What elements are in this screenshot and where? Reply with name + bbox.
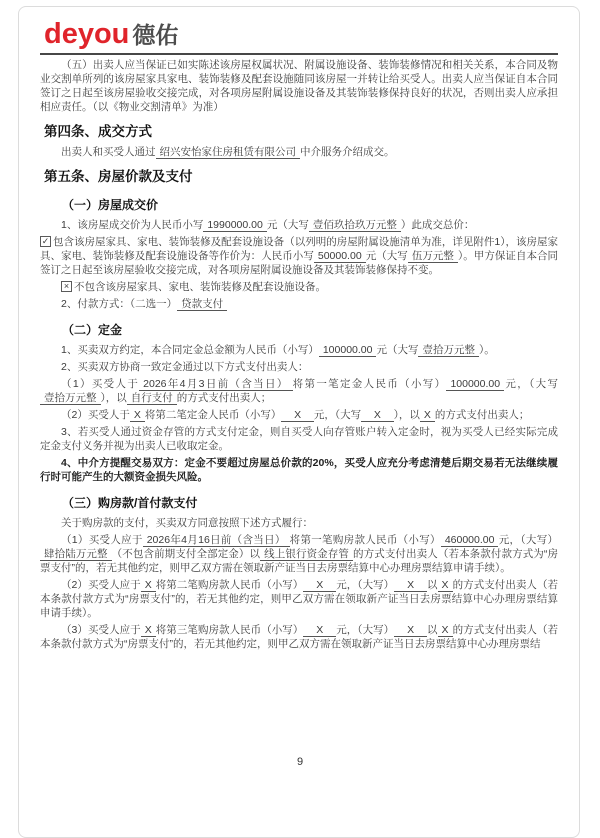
text-run: 中介服务介绍成交。	[300, 146, 395, 158]
text-run: （2）买受人应于	[61, 579, 141, 591]
fill-in-value: 线上银行资金存管	[260, 548, 353, 561]
text-run: 以	[427, 624, 438, 636]
text-run: 元，（大写	[313, 409, 362, 421]
fill-in-value: 壹拾万元整	[418, 344, 479, 357]
deposit-second-payment-paragraph	[40, 408, 558, 422]
text-run: ）。甲方保证自本合同签订之日起至该房屋验收交接完成，对各项房屋附属设施设备及其装饰装修保持不变。	[40, 250, 559, 276]
fill-in-value: 绍兴安怡家住房租赁有限公司	[156, 146, 301, 159]
clause-5-warranty-paragraph	[40, 58, 558, 114]
text-run: （五）出卖人应当保证已如实陈述该房屋权属状况、附属设施设备、装饰装修情况和相关关系，本合同及物业交割单所列的该房屋家具家电、装饰装修及配套设施随同该房屋一并转让给买受人。出卖人应当保证自本合同签订之日起至该房屋验收交接完成，对各项房屋附属设施设备及其装饰装修保持良好的状况，否则出卖人应承担相应责任。（以《物业交割清单》为准）	[40, 59, 558, 113]
text-run: 将第二笔购房款人民币（小写）	[155, 579, 304, 591]
text-run: 的方式支付出卖人；	[434, 409, 530, 421]
fill-in-value: X	[303, 579, 336, 592]
payment-method-paragraph	[40, 297, 558, 311]
page-inner	[19, 7, 579, 651]
fill-in-value: X	[394, 579, 427, 592]
text-run: 第四条、成交方式	[44, 124, 152, 139]
text-run: 1、买卖双方约定，本合同定金总金额为人民币（小写）	[61, 344, 319, 356]
deposit-warning-paragraph	[40, 456, 558, 484]
fill-in-value: X	[394, 624, 427, 637]
fill-in-value: 伍万元整	[408, 250, 458, 263]
page-number: 9	[296, 756, 304, 768]
fill-in-value: 贷款支付	[177, 298, 227, 311]
text-run: 元（大写	[266, 219, 309, 231]
fill-in-value: 460000.00	[441, 534, 499, 547]
text-run: （2）买受人于	[61, 409, 130, 421]
text-run: 元，（大写	[504, 378, 558, 390]
text-run: 的方式支付出卖人（若本条款付款方式为“房票支付”的，若无其他约定，则甲乙双方需在领取新产证当日去房票结算中心办理房票结	[40, 624, 559, 650]
text-run: （1）买受人应于	[61, 534, 143, 546]
checkbox-checked-icon: ✓	[41, 236, 50, 246]
text-run: （不包含前期支付全部定金）以	[111, 548, 261, 560]
text-run: ）此成交总价：	[400, 219, 475, 231]
text-run: 元（大写	[376, 344, 419, 356]
text-run: 将第三笔购房款人民币（小写）	[155, 624, 304, 636]
fill-in-value: 2026年4月16日前（含当日）	[143, 534, 290, 547]
deposit-total-paragraph	[40, 343, 558, 357]
fill-in-value: 肆拾陆万元整	[40, 548, 112, 561]
header-divider	[40, 53, 558, 55]
article-5-heading	[40, 168, 558, 186]
text-run: 4、中介方提醒交易双方：定金不要超过房屋总价款的20%，买受人应充分考虑清楚后期交易若无法继续履行时可能产生的大额资金损失风险。	[40, 457, 558, 483]
fill-in-value: 自行支付	[127, 392, 177, 405]
text-run: 关于购房款的支付，买卖双方同意按照下述方式履行：	[61, 517, 313, 529]
purchase-third-payment-paragraph	[40, 623, 558, 651]
text-run: 元（大写	[365, 250, 408, 262]
total-price-paragraph	[40, 218, 558, 232]
section-1-price-heading	[40, 197, 558, 213]
fill-in-value: X	[361, 409, 394, 422]
contract-body	[40, 58, 558, 651]
downpayment-intro-paragraph	[40, 516, 558, 530]
text-run: （3）买受人应于	[61, 624, 141, 636]
text-run: 将第二笔定金人民币（小写）	[144, 409, 282, 421]
deposit-escrow-paragraph	[40, 425, 558, 453]
text-run: 的方式支付出卖人（若本条款付款方式为“房票支付”的，若无其他约定，则甲乙双方需在领取新产证当日去房票结算中心办理房票结算申请手续）。	[40, 579, 559, 619]
deposit-method-intro-paragraph	[40, 360, 558, 374]
section-3-downpayment-heading	[40, 495, 558, 511]
checkbox-crossed-icon: ×	[61, 281, 72, 292]
agency-intro-paragraph	[40, 145, 558, 159]
fill-in-value: 100000.00	[319, 344, 377, 357]
text-run: （一）房屋成交价	[62, 198, 159, 212]
fill-in-value: X	[141, 579, 156, 592]
text-run: （二）定金	[62, 323, 123, 337]
text-run: （1）买受人于	[61, 378, 140, 390]
fill-in-value: 2026年4月3日前（含当日）	[139, 378, 293, 391]
text-run: 不包含该房屋家具、家电、装饰装修及配套设施设备。	[74, 281, 326, 293]
text-run: ）。	[478, 344, 495, 356]
text-run: 的方式支付出卖人（若本条款付款方式为“房票支付”的，若无其他约定，则甲乙双方需在领取新产证当日去房票结算中心办理房票结算申请手续）。	[40, 548, 559, 574]
section-2-deposit-heading	[40, 322, 558, 338]
deyou-logo-chinese: 德佑	[132, 22, 179, 48]
fill-in-value: 壹佰玖拾玖万元整	[309, 219, 401, 232]
fill-in-value: X	[130, 409, 145, 422]
brand-header	[40, 14, 558, 51]
article-4-heading	[40, 123, 558, 141]
price-excludes-option	[40, 280, 558, 294]
text-run: 第五条、房屋价款及支付	[44, 169, 193, 184]
text-run: 元，（大写）	[336, 579, 395, 591]
purchase-first-payment-paragraph	[40, 533, 558, 575]
text-run: 将第一笔购房款人民币（小写）	[289, 534, 441, 546]
text-run: 以	[427, 579, 438, 591]
text-run: 出卖人和买受人通过	[61, 146, 156, 158]
text-run: ），以	[393, 409, 420, 421]
text-run: 包含该房屋家具、家电、装饰装修及配套设施设备（以列明的房屋附属设施清单为准，详见附件1），该房屋家具、家电、装饰装修及配套设施设备等作价为：人民币小写	[40, 236, 558, 262]
price-includes-option	[40, 235, 558, 277]
text-run: （三）购房款/首付款支付	[62, 496, 198, 510]
fill-in-value: X	[281, 409, 314, 422]
fill-in-value: 100000.00	[446, 378, 504, 391]
text-run: 将第一笔定金人民币（小写）	[292, 378, 447, 390]
fill-in-value: X	[438, 579, 453, 592]
fill-in-value: 壹拾万元整	[40, 392, 101, 405]
fill-in-value: X	[420, 409, 435, 422]
fill-in-value: X	[303, 624, 336, 637]
text-run: 的方式支付出卖人；	[176, 392, 272, 404]
text-run: 2、付款方式：（二选一）	[61, 298, 178, 310]
fill-in-value: X	[141, 624, 156, 637]
text-run: 2、买卖双方协商一致定金通过以下方式支付出卖人：	[61, 361, 309, 373]
text-run: 3、若买受人通过资金存管的方式支付定金，则自买受人向存管账户转入定金时，视为买受人已经实际完成定金支付义务并视为出卖人已收取定金。	[40, 426, 558, 452]
fill-in-value: 1990000.00	[203, 219, 266, 232]
text-run: 元，（大写）	[336, 624, 395, 636]
contract-page	[18, 6, 580, 838]
purchase-second-payment-paragraph	[40, 578, 558, 620]
deyou-logo-latin: deyou	[44, 18, 130, 50]
fill-in-value: 50000.00	[314, 250, 366, 263]
deposit-first-payment-paragraph	[40, 377, 558, 405]
text-run: 元，（大写）	[498, 534, 558, 546]
text-run: ），以	[100, 392, 127, 404]
text-run: 1、该房屋成交价为人民币小写	[61, 219, 204, 231]
fill-in-value: X	[438, 624, 453, 637]
